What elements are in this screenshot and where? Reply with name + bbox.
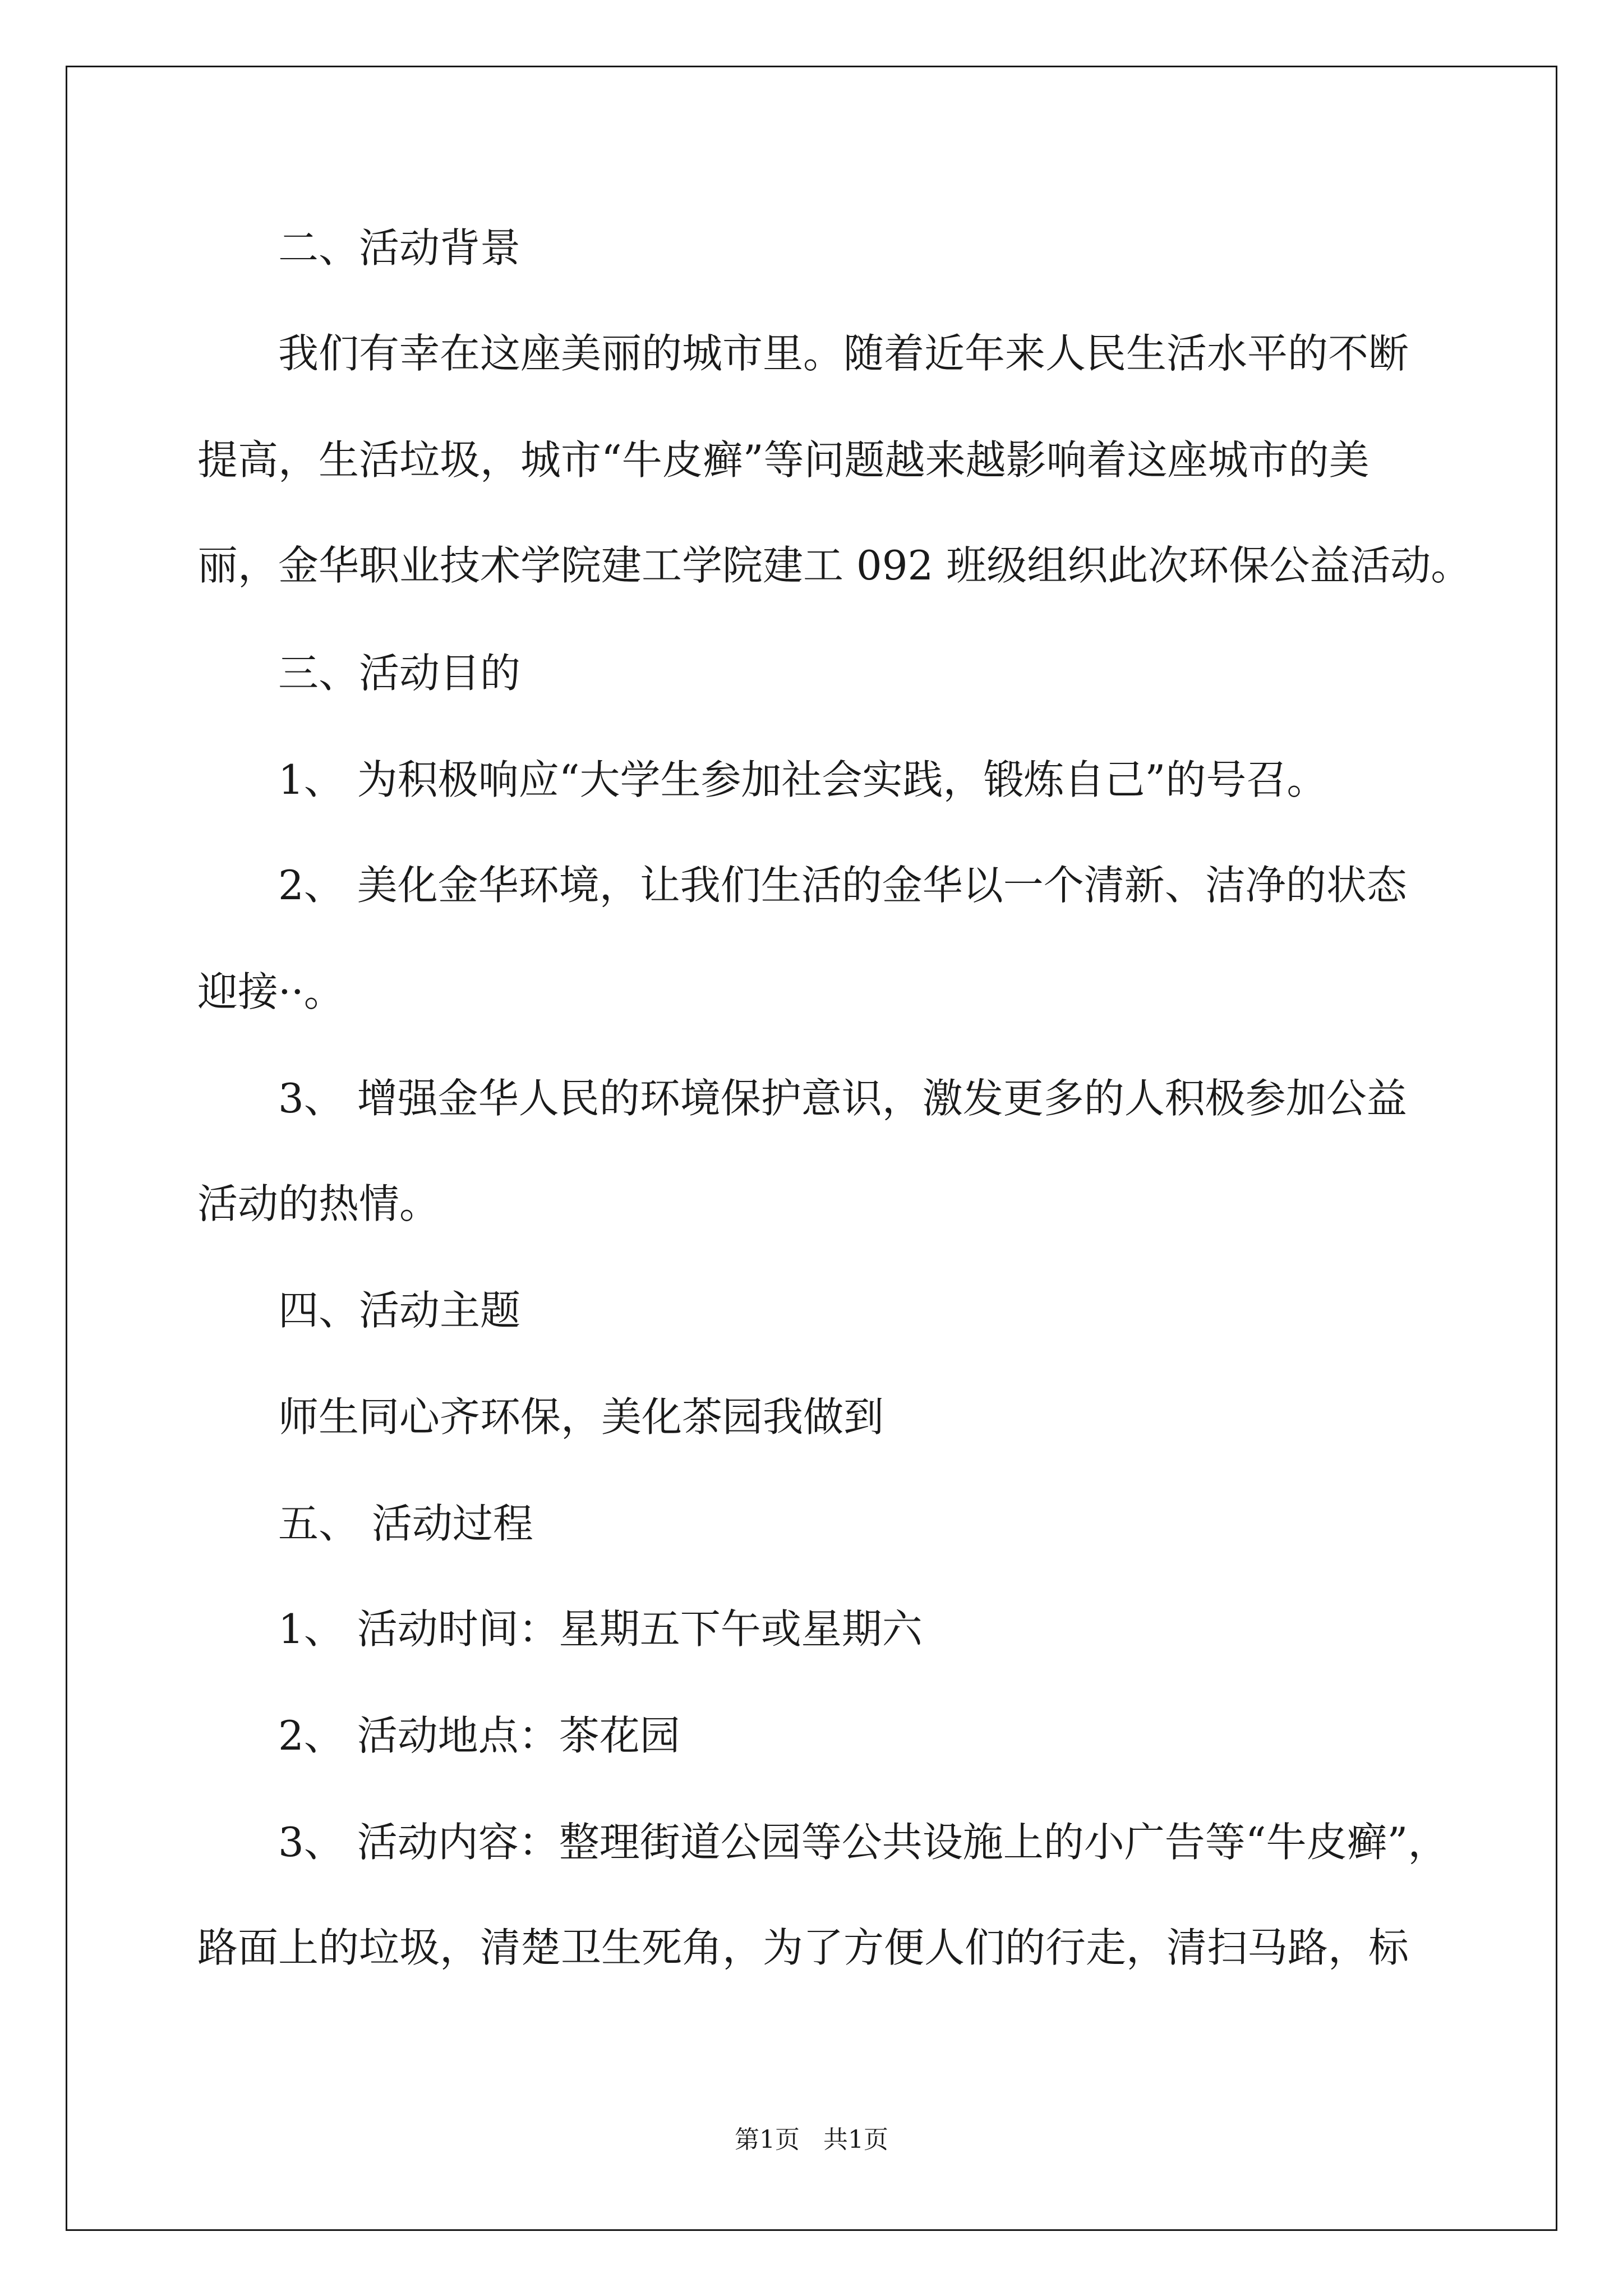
heading-activity-process: 五、 活动过程 (278, 1500, 533, 1547)
process-item-2: 2、 活动地点：茶花园 (278, 1712, 680, 1759)
purpose-item-2-line-2: 迎接··。 (197, 968, 344, 1015)
page-border (66, 66, 1557, 2231)
theme-text: 师生同心齐环保，美化茶园我做到 (278, 1393, 884, 1441)
purpose-item-1: 1、 为积极响应“大学生参加社会实践，锻炼自己”的号召。 (278, 756, 1327, 803)
process-item-3-line-1: 3、 活动内容：整理街道公园等公共设施上的小广告等“牛皮癣”， (278, 1819, 1449, 1866)
heading-activity-theme: 四、活动主题 (278, 1287, 521, 1334)
page-number-footer: 第1页 共1页 (735, 2125, 888, 2154)
purpose-item-3-line-1: 3、 增强金华人民的环境保护意识，激发更多的人积极参加公益 (278, 1075, 1407, 1122)
background-line-3: 丽，金华职业技术学院建工学院建工 092 班级组织此次环保公益活动。 (197, 542, 1472, 589)
background-line-1: 我们有幸在这座美丽的城市里。随着近年来人民生活水平的不断 (278, 330, 1409, 377)
heading-activity-purpose: 三、活动目的 (278, 650, 521, 697)
purpose-item-3-line-2: 活动的热情。 (197, 1180, 440, 1227)
purpose-item-2-line-1: 2、 美化金华环境，让我们生活的金华以一个清新、洁净的状态 (278, 862, 1407, 909)
process-item-1: 1、 活动时间：星期五下午或星期六 (278, 1605, 923, 1653)
background-line-2: 提高，生活垃圾，城市“牛皮癣”等问题越来越影响着这座城市的美 (197, 436, 1370, 484)
process-item-3-line-2: 路面上的垃圾，清楚卫生死角，为了方便人们的行走，清扫马路，标 (197, 1924, 1409, 1971)
heading-activity-background: 二、活动背景 (278, 224, 521, 272)
